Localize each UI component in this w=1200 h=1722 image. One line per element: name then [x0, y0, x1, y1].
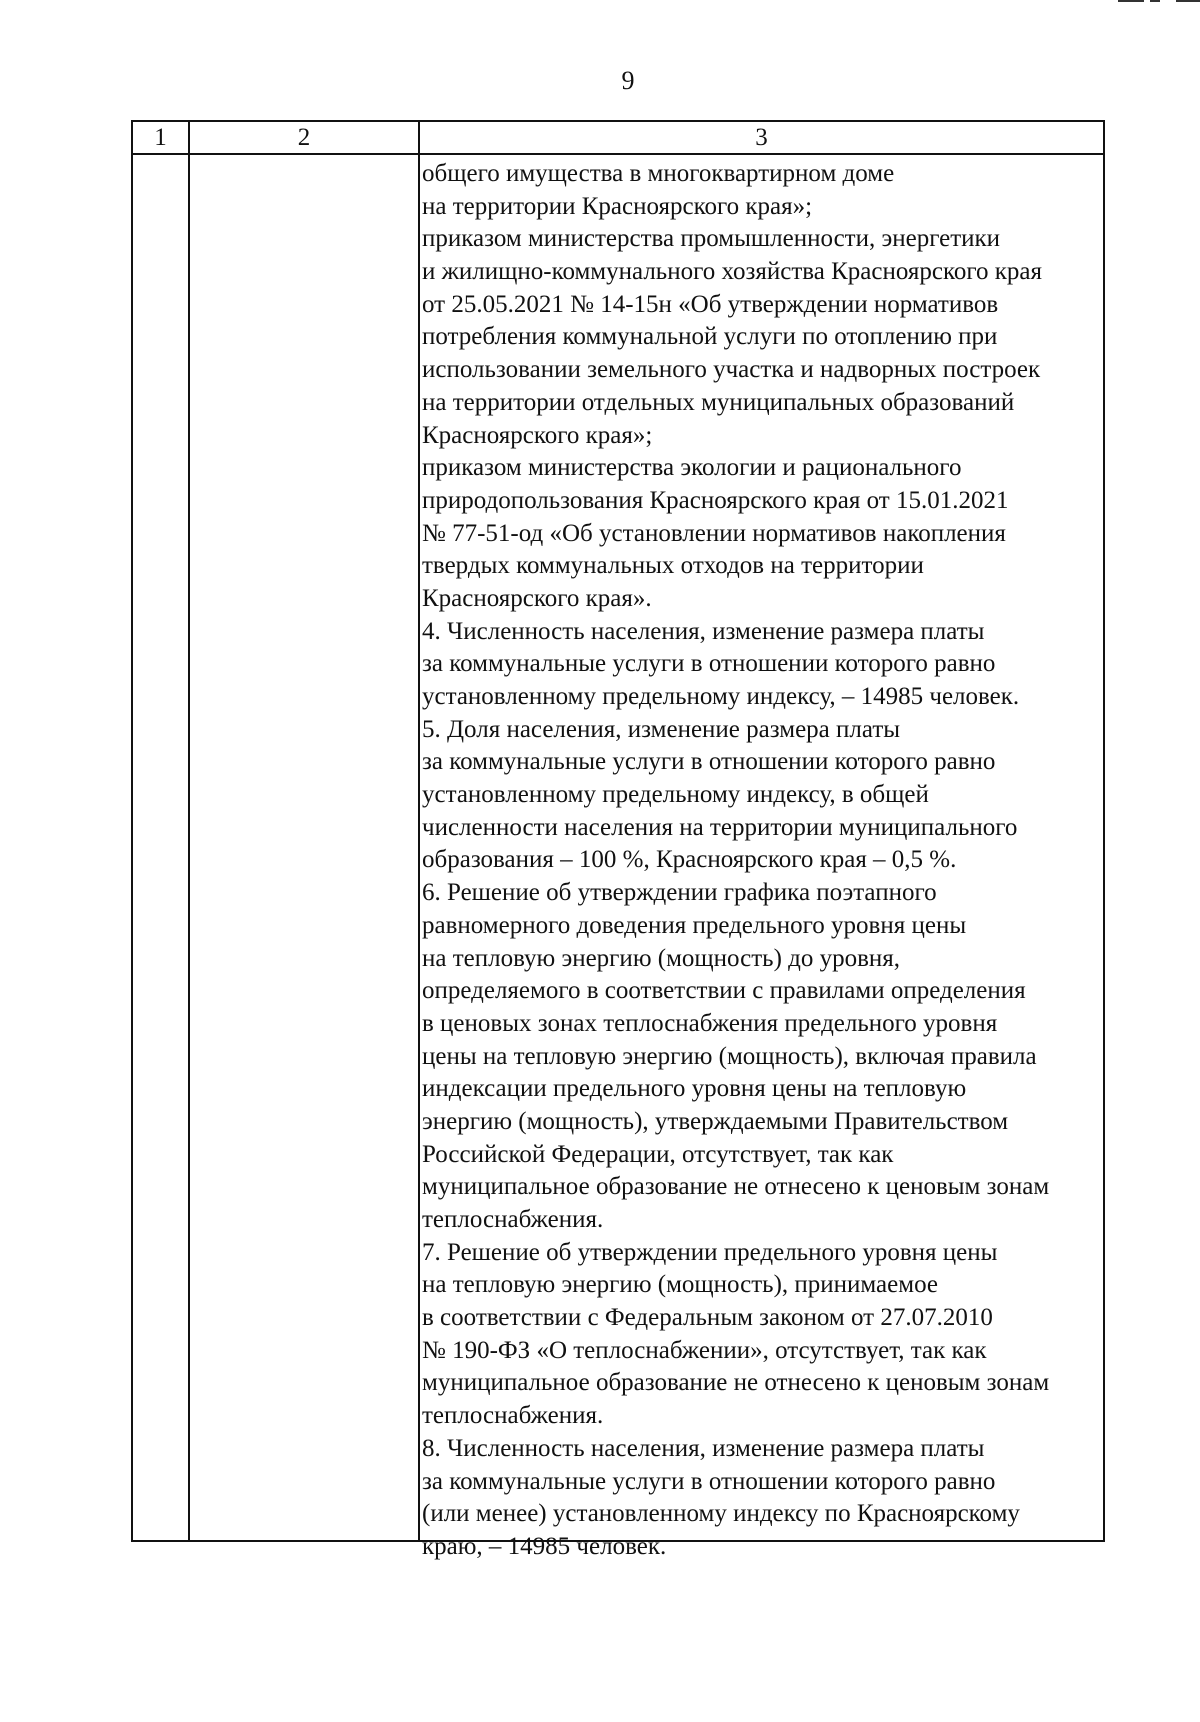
column-header-1: 1: [154, 124, 167, 151]
column-divider: [418, 122, 420, 1540]
text-line: равномерного доведения предельного уровня цены: [422, 911, 967, 939]
text-line: 7. Решение об утверждении предельного уровня цены: [422, 1238, 998, 1266]
text-line: за коммунальные услуги в отношении которого равно: [422, 1467, 996, 1495]
text-line: на тепловую энергию (мощность), принимаемое: [422, 1271, 938, 1299]
page-number: 9: [621, 66, 635, 95]
scan-artifact-mark: [1118, 0, 1144, 2]
text-line: теплоснабжения.: [422, 1206, 604, 1233]
text-line: использовании земельного участка и надворных построек: [422, 356, 1041, 384]
column-divider: [188, 122, 190, 1540]
text-line: за коммунальные услуги в отношении которого равно: [422, 748, 996, 776]
text-line: муниципальное образование не отнесено к ценовым зонам: [422, 1369, 1050, 1397]
text-line: краю, – 14985 человек.: [422, 1532, 667, 1560]
text-line: 8. Численность населения, изменение размера платы: [422, 1434, 985, 1462]
text-line: Российской Федерации, отсутствует, так как: [422, 1140, 894, 1168]
text-line: приказом министерства экологии и рационального: [422, 454, 962, 482]
text-line: установленному предельному индексу, – 14985 человек.: [422, 683, 1020, 710]
column-header-2: 2: [297, 124, 311, 151]
text-line: (или менее) установленному индексу по Красноярскому: [422, 1500, 1020, 1528]
text-line: природопользования Красноярского края от 15.01.2021: [422, 486, 1009, 514]
text-line: № 77-51-од «Об установлении нормативов накопления: [422, 519, 1006, 547]
text-line: Красноярского края»;: [422, 421, 653, 449]
text-line: потребления коммунальной услуги по отоплению при: [422, 323, 998, 351]
text-line: на территории отдельных муниципальных образований: [422, 388, 1015, 416]
text-line: на тепловую энергию (мощность) до уровня,: [422, 944, 901, 972]
text-line: общего имущества в многоквартирном доме: [422, 160, 895, 187]
text-line: в ценовых зонах теплоснабжения предельного уровня: [422, 1009, 998, 1037]
text-line: приказом министерства промышленности, энергетики: [422, 225, 1001, 253]
text-line: № 190-ФЗ «О теплоснабжении», отсутствует, так как: [422, 1336, 987, 1364]
text-line: муниципальное образование не отнесено к ценовым зонам: [422, 1173, 1050, 1201]
text-line: за коммунальные услуги в отношении которого равно: [422, 650, 996, 678]
text-line: образования – 100 %, Красноярского края – 0,5 %.: [422, 846, 957, 874]
text-line: на территории Красноярского края»;: [422, 192, 813, 220]
document-table: [131, 120, 1105, 1560]
text-line: определяемого в соответствии с правилами определения: [422, 977, 1026, 1005]
text-line: Красноярского края».: [422, 584, 652, 612]
column-header-3: 3: [755, 124, 768, 151]
text-line: 4. Численность населения, изменение размера платы: [422, 617, 985, 645]
text-line: теплоснабжения.: [422, 1402, 604, 1430]
text-line: цены на тепловую энергию (мощность), включая правила: [422, 1042, 1037, 1070]
text-line: от 25.05.2021 № 14-15н «Об утверждении нормативов: [422, 290, 999, 318]
text-line: в соответствии с Федеральным законом от 27.07.2010: [422, 1304, 993, 1332]
column-3-content: [422, 158, 1102, 1564]
text-line: индексации предельного уровня цены на тепловую: [422, 1075, 967, 1103]
text-line: энергию (мощность), утверждаемыми Правительством: [422, 1107, 1009, 1135]
text-line: установленному предельному индексу, в общей: [422, 781, 929, 809]
header-divider: [133, 153, 1103, 155]
text-line: твердых коммунальных отходов на территории: [422, 552, 924, 580]
text-line: и жилищно-коммунального хозяйства Красноярского края: [422, 258, 1042, 286]
scan-artifact-mark: [1176, 0, 1200, 2]
text-line: 6. Решение об утверждении графика поэтапного: [422, 879, 937, 907]
scan-artifact-mark: [1150, 0, 1160, 2]
text-line: численности населения на территории муниципального: [422, 813, 1018, 841]
text-line: 5. Доля населения, изменение размера платы: [422, 715, 901, 743]
